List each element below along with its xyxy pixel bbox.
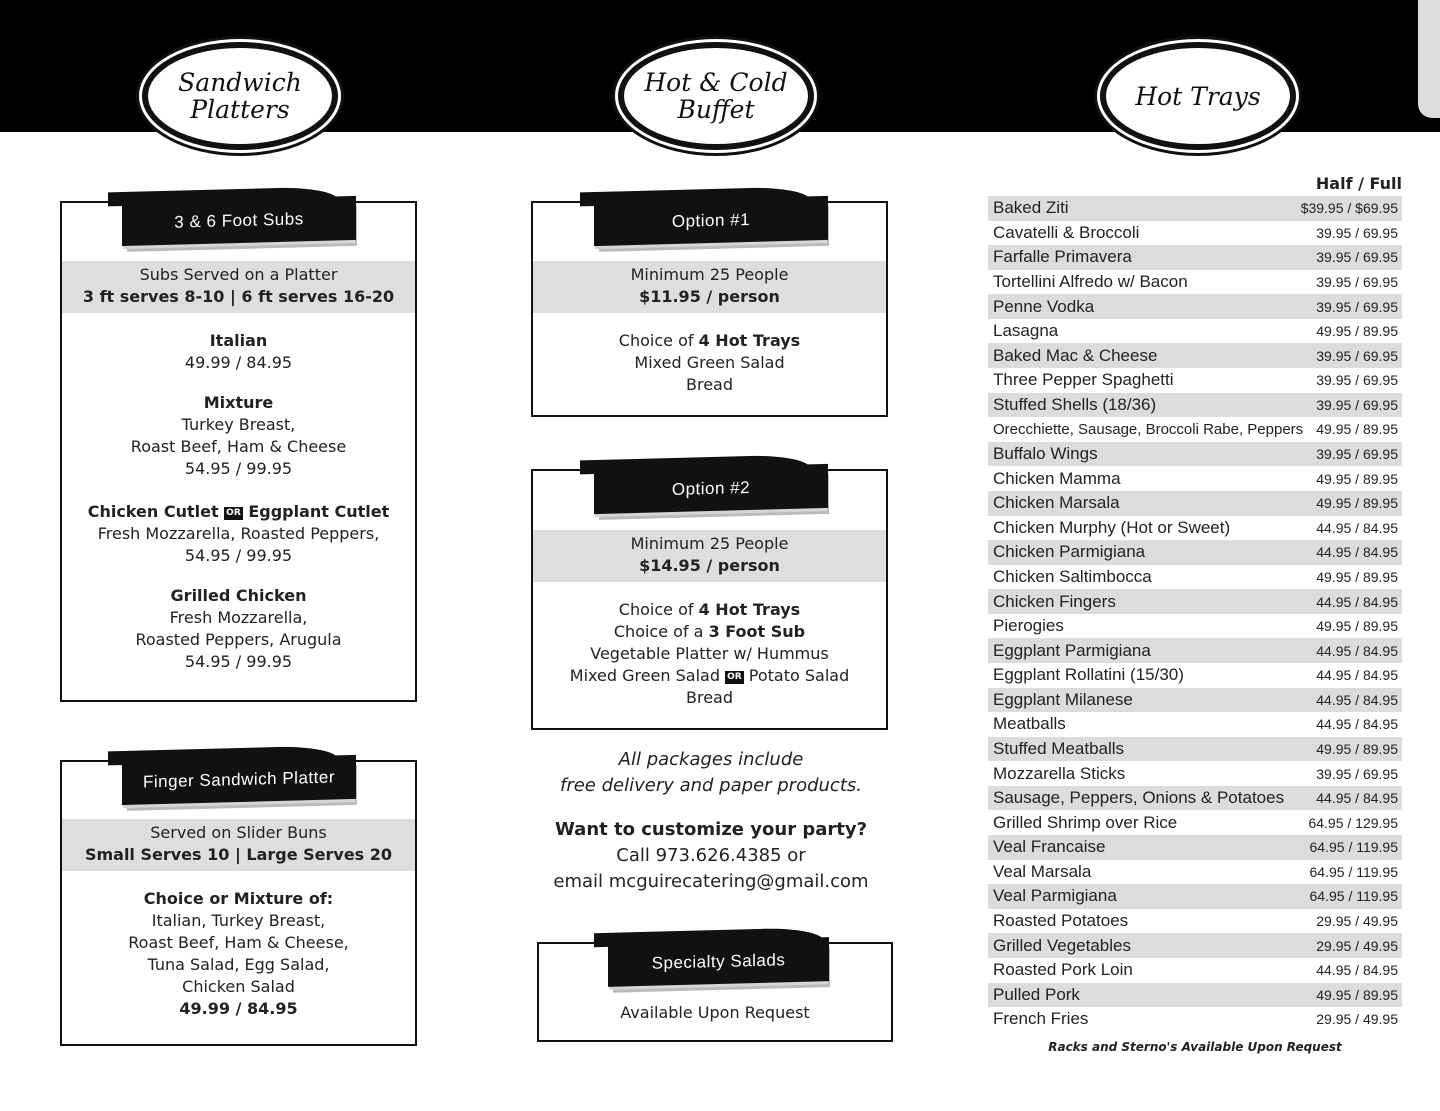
choice-line: [533, 621, 886, 643]
tray-name: Veal Marsala: [993, 861, 1092, 881]
item-desc: Roast Beef, Ham & Cheese: [130, 437, 347, 456]
option1-items: [533, 330, 886, 396]
tray-name: Grilled Shrimp over Rice: [993, 812, 1178, 832]
tray-price: 44.95 / 84.95: [1316, 691, 1398, 708]
item-desc: Roast Beef, Ham & Cheese,: [128, 933, 349, 952]
tray-price: 64.95 / 119.95: [1309, 863, 1398, 880]
option2-band: [533, 530, 886, 582]
item-desc: Italian, Turkey Breast,: [151, 911, 326, 930]
tray-price: 44.95 / 84.95: [1316, 667, 1398, 684]
item-desc: Chicken Salad: [182, 977, 295, 996]
item-price: 54.95 / 99.95: [184, 652, 293, 671]
or-badge: OR: [727, 672, 742, 682]
tray-price: 29.95 / 49.95: [1316, 913, 1398, 930]
item-line: Mixed Green Salad: [634, 353, 785, 372]
choice-pre: Choice of a: [613, 622, 704, 641]
item-price: 54.95 / 99.95: [184, 459, 293, 478]
item-line: Bread: [685, 375, 733, 394]
tray-price: 64.95 / 129.95: [1308, 814, 1398, 831]
tray-name: Stuffed Shells (18/36): [993, 394, 1157, 414]
ribbon-label: 3 & 6 Foot Subs: [174, 209, 304, 232]
item-desc: Turkey Breast,: [181, 415, 296, 434]
choice-pre: Choice of: [618, 600, 694, 619]
tray-row: [988, 466, 1402, 491]
page-corner: [1418, 0, 1440, 118]
tray-row: [988, 933, 1402, 958]
ribbon-label: Finger Sandwich Platter: [143, 767, 335, 792]
hot-cold-buffet-seal: [618, 42, 814, 150]
band-line: Small Serves 10 | Large Serves 20: [84, 845, 393, 864]
finger-box: [60, 760, 417, 1046]
tray-price: 49.95 / 89.95: [1316, 495, 1398, 512]
item-name: Italian: [209, 331, 268, 350]
choice-pre: Choice of: [618, 331, 694, 350]
tray-price: 29.95 / 49.95: [1316, 1011, 1398, 1028]
seal-line: Sandwich: [178, 68, 302, 97]
salads-ribbon: [608, 937, 829, 987]
tray-row: [988, 540, 1402, 565]
tray-row: [988, 1007, 1402, 1032]
choice-line: [533, 599, 886, 621]
contact-note: [521, 817, 901, 895]
tray-row: [988, 245, 1402, 270]
tray-name: Eggplant Milanese: [993, 689, 1133, 709]
tray-price: 39.95 / 69.95: [1316, 249, 1398, 266]
tray-row: [988, 786, 1402, 811]
tray-price: 44.95 / 84.95: [1316, 790, 1398, 807]
tray-name: Lasagna: [993, 321, 1059, 341]
seal-line: Hot Trays: [1135, 81, 1261, 111]
tray-name: Sausage, Peppers, Onions & Potatoes: [993, 788, 1285, 808]
tray-name: Veal Parmigiana: [993, 886, 1117, 906]
tray-name: Baked Ziti: [993, 198, 1069, 218]
choice-line: [533, 330, 886, 352]
tray-price: 49.95 / 89.95: [1316, 618, 1398, 635]
trays-footnote: Racks and Sterno's Available Upon Request: [1048, 1040, 1342, 1054]
band-line: $14.95 / person: [639, 556, 780, 575]
tray-price: 39.95 / 69.95: [1316, 224, 1398, 241]
tray-row: [988, 860, 1402, 885]
subs-band: [62, 261, 415, 313]
tray-name: Chicken Saltimbocca: [993, 566, 1152, 586]
tray-price: 44.95 / 84.95: [1316, 642, 1398, 659]
band-line: Minimum 25 People: [630, 265, 789, 284]
tray-row: [988, 196, 1402, 221]
tray-name: Pulled Pork: [993, 984, 1080, 1004]
tray-row: [988, 368, 1402, 393]
ribbon-label: Option #2: [671, 477, 751, 500]
tray-row: [988, 909, 1402, 934]
item-name: Mixture: [203, 393, 274, 412]
tray-row: [988, 294, 1402, 319]
tray-row: [988, 810, 1402, 835]
tray-row: [988, 393, 1402, 418]
item-name-a: Chicken Cutlet: [87, 502, 219, 521]
seal-line: Buffet: [677, 95, 755, 124]
tray-name: Mozzarella Sticks: [993, 763, 1126, 783]
finger-items: [62, 888, 415, 1020]
item-line: [533, 665, 886, 687]
choice-bold: 4 Hot Trays: [698, 600, 801, 619]
subs-items: [62, 330, 415, 673]
band-line: 3 ft serves 8-10 | 6 ft serves 16-20: [82, 287, 395, 306]
tray-row: [988, 663, 1402, 688]
phone-line: Call 973.626.4385 or: [616, 845, 806, 866]
finger-ribbon: [122, 755, 356, 805]
trays-column-header: Half / Full: [1315, 174, 1402, 193]
tray-price: 39.95 / 69.95: [1316, 372, 1398, 389]
tray-row: [988, 270, 1402, 295]
item-b: Potato Salad: [748, 666, 850, 685]
ribbon-label: Option #1: [671, 209, 751, 232]
hot-trays-seal: [1100, 42, 1296, 150]
tray-name: Penne Vodka: [993, 296, 1095, 316]
tray-name: Cavatelli & Broccoli: [993, 222, 1140, 242]
or-badge: OR: [226, 508, 241, 518]
tray-name: Three Pepper Spaghetti: [993, 370, 1174, 390]
tray-name: Stuffed Meatballs: [993, 739, 1125, 758]
tray-price: 39.95 / 69.95: [1316, 396, 1398, 413]
tray-name: Chicken Murphy (Hot or Sweet): [993, 517, 1231, 537]
tray-row: [988, 688, 1402, 713]
tray-price: 64.95 / 119.95: [1309, 839, 1398, 856]
tray-name: Farfalle Primavera: [993, 247, 1132, 267]
tray-price: 44.95 / 84.95: [1316, 519, 1398, 536]
tray-row: [988, 565, 1402, 590]
item-desc: Tuna Salad, Egg Salad,: [147, 955, 330, 974]
tray-price: 44.95 / 84.95: [1316, 716, 1398, 733]
band-line: Minimum 25 People: [630, 534, 789, 553]
tray-name: Chicken Fingers: [993, 591, 1116, 611]
packages-note: [531, 747, 891, 799]
tray-name: Eggplant Parmigiana: [993, 640, 1151, 660]
tray-row: [988, 983, 1402, 1008]
tray-name: Buffalo Wings: [993, 444, 1098, 464]
item-name: [62, 501, 415, 523]
item-name: Grilled Chicken: [170, 586, 307, 605]
item-a: Mixed Green Salad: [569, 666, 720, 685]
subs-box: [60, 201, 417, 702]
tray-price: 39.95 / 69.95: [1316, 765, 1398, 782]
tray-name: Tortellini Alfredo w/ Bacon: [993, 272, 1188, 292]
tray-name: Eggplant Rollatini (15/30): [993, 665, 1184, 685]
hot-trays-list: [988, 196, 1402, 1032]
item-desc: Fresh Mozzarella, Roasted Peppers,: [97, 524, 380, 543]
tray-row: [988, 638, 1402, 663]
tray-name: Grilled Vegetables: [993, 935, 1131, 955]
tray-row: [988, 516, 1402, 541]
packages-line: free delivery and paper products.: [559, 775, 862, 796]
tray-name: Orecchiette, Sausage, Broccoli Rabe, Peppers: [993, 420, 1304, 438]
tray-name: Chicken Marsala: [993, 493, 1120, 513]
item-desc: Roasted Peppers, Arugula: [135, 630, 342, 649]
ribbon-label: Specialty Salads: [651, 950, 786, 973]
tray-price: 64.95 / 119.95: [1309, 888, 1398, 905]
customize-heading: Want to customize your party?: [554, 819, 868, 840]
packages-line: All packages include: [618, 749, 804, 770]
tray-name: Meatballs: [993, 714, 1066, 734]
tray-row: [988, 343, 1402, 368]
band-line: Subs Served on a Platter: [139, 265, 338, 284]
tray-row: [988, 958, 1402, 983]
tray-row: [988, 319, 1402, 344]
tray-row: [988, 417, 1402, 442]
seal-line: Hot & Cold: [644, 68, 788, 97]
tray-name: Veal Francaise: [993, 837, 1106, 857]
tray-row: [988, 712, 1402, 737]
option2-items: [533, 599, 886, 709]
item-price: 54.95 / 99.95: [184, 546, 293, 565]
tray-row: [988, 737, 1402, 762]
tray-row: [988, 614, 1402, 639]
choice-bold: 4 Hot Trays: [698, 331, 801, 350]
item-line: Bread: [685, 688, 733, 707]
option2-ribbon: [594, 464, 828, 514]
item-desc: Fresh Mozzarella,: [169, 608, 308, 627]
tray-price: 39.95 / 69.95: [1316, 347, 1398, 364]
band-line: $11.95 / person: [639, 287, 780, 306]
tray-price: 49.95 / 89.95: [1316, 986, 1398, 1003]
item-price: 49.99 / 84.95: [179, 999, 298, 1018]
tray-row: [988, 589, 1402, 614]
tray-price: 49.95 / 89.95: [1316, 568, 1398, 585]
tray-name: Roasted Pork Loin: [993, 960, 1133, 980]
band-line: Served on Slider Buns: [150, 823, 327, 842]
tray-price: 44.95 / 84.95: [1316, 544, 1398, 561]
tray-row: [988, 761, 1402, 786]
tray-price: 44.95 / 84.95: [1316, 962, 1398, 979]
tray-price: 49.95 / 89.95: [1316, 470, 1398, 487]
tray-row: [988, 442, 1402, 467]
subs-ribbon: [122, 196, 356, 246]
tray-name: French Fries: [993, 1009, 1089, 1029]
tray-name: Pierogies: [993, 616, 1064, 636]
salads-text: Available Upon Request: [620, 1003, 810, 1022]
option1-band: [533, 261, 886, 313]
tray-price: 29.95 / 49.95: [1316, 937, 1398, 954]
choice-bold: 3 Foot Sub: [708, 622, 806, 641]
option1-ribbon: [594, 196, 828, 246]
tray-price: 39.95 / 69.95: [1316, 446, 1398, 463]
item-price: 49.99 / 84.95: [184, 353, 293, 372]
tray-price: 49.95 / 89.95: [1316, 741, 1398, 757]
sandwich-platters-seal: [142, 42, 338, 150]
item-line: Vegetable Platter w/ Hummus: [590, 644, 829, 663]
tray-name: Chicken Parmigiana: [993, 542, 1146, 562]
tray-name: Baked Mac & Cheese: [993, 345, 1158, 365]
tray-price: 44.95 / 84.95: [1316, 593, 1398, 610]
item-name-b: Eggplant Cutlet: [248, 502, 390, 521]
tray-price: 49.95 / 89.95: [1316, 421, 1398, 438]
tray-name: Chicken Mamma: [993, 468, 1121, 488]
tray-row: [988, 221, 1402, 246]
seal-line: Platters: [190, 95, 290, 124]
tray-price: 39.95 / 69.95: [1316, 298, 1398, 315]
tray-row: [988, 491, 1402, 516]
item-name: Choice or Mixture of:: [143, 889, 334, 908]
finger-band: [62, 819, 415, 871]
tray-price: 39.95 / 69.95: [1316, 274, 1398, 291]
tray-row: [988, 835, 1402, 860]
tray-name: Roasted Potatoes: [993, 911, 1129, 931]
tray-price: $39.95 / $69.95: [1300, 200, 1398, 217]
tray-row: [988, 884, 1402, 909]
tray-price: 49.95 / 89.95: [1316, 323, 1398, 340]
email-line: email mcguirecatering@gmail.com: [553, 871, 869, 892]
